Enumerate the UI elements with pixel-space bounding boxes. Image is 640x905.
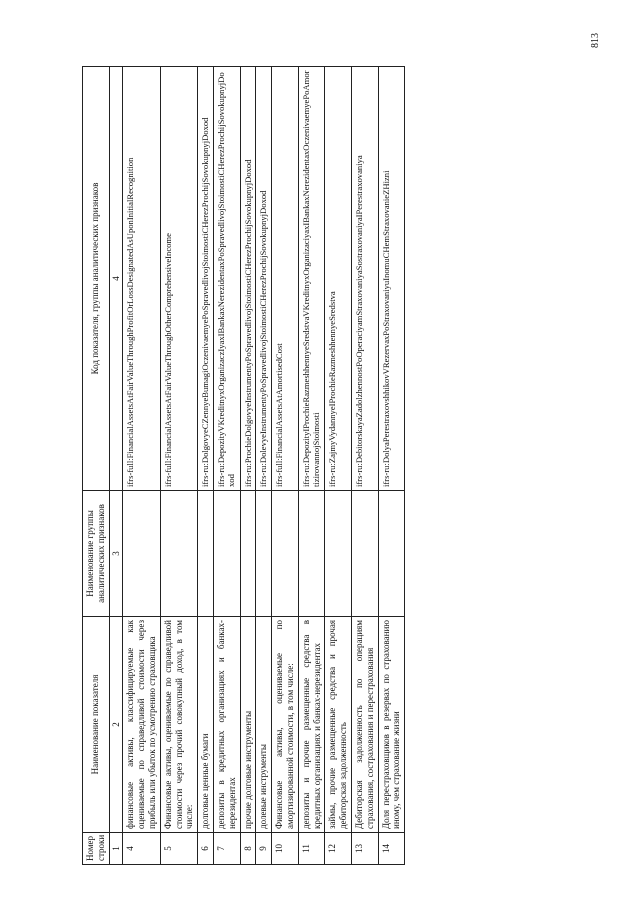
group-name [325, 491, 352, 617]
column-index: 2 [109, 617, 123, 833]
table-row [272, 67, 299, 865]
row-number: 8 [240, 833, 256, 865]
indicator-code: ifrs-ru:ProchieDolgovyeInstrumentyPoSpravedlivojStoimostiCHerezProchijSovokupnyjDoxod [240, 67, 256, 491]
indicator-code: ifrs-ru:DolevyeInstrumentyPoSpravedlivojStoimostiCHerezProchijSovokupnyjDoxod [256, 67, 272, 491]
table-row [256, 67, 272, 865]
row-number: 10 [272, 833, 299, 865]
row-number: 4 [123, 833, 160, 865]
group-name [213, 491, 240, 617]
row-number: 12 [325, 833, 352, 865]
group-name [378, 491, 405, 617]
indicator-name: финансовые активы, классифицируемые как оцениваемые по справедливой стоимости через прибыль или убыток по усмотрению страховщика [123, 617, 160, 833]
table-row [378, 67, 405, 865]
column-index: 3 [109, 491, 123, 617]
indicator-name: депозиты в кредитных организациях и банках-нерезидентах [213, 617, 240, 833]
group-name [256, 491, 272, 617]
indicator-name: Доля перестраховщиков в резервах по страхованию иному, чем страхование жизни [378, 617, 405, 833]
table-row [325, 67, 352, 865]
indicator-code: ifrs-full:FinancialAssetsAtFairValueThroughProfitOrLossDesignatedAsUponInitialRecognition [123, 67, 160, 491]
indicator-code: ifrs-full:FinancialAssetsAtAmortisedCost [272, 67, 299, 491]
column-index: 1 [109, 833, 123, 865]
indicator-name: долговые ценные бумаги [198, 617, 214, 833]
table-row [198, 67, 214, 865]
table-header-row [83, 67, 110, 865]
table-row [123, 67, 160, 865]
group-name [351, 491, 378, 617]
header-indicator-name: Наименование показателя [83, 617, 110, 833]
indicator-name: депозиты и прочие размещенные средства в кредитных организациях и банках-нерезидентах [298, 617, 325, 833]
row-number: 5 [160, 833, 197, 865]
indicator-code: ifrs-ru:ZajmyVydannyeIProchieRazmeshhennyeSredstva [325, 67, 352, 491]
indicator-name: прочие долговые инструменты [240, 617, 256, 833]
indicator-name: займы, прочие размещенные средства и прочая дебиторская задолженность [325, 617, 352, 833]
row-number: 7 [213, 833, 240, 865]
indicator-code: ifrs-ru:DolyaPerestraxovshhikovVRezervaxPoStraxovaniyuInomuCHemStraxovanieZHizni [378, 67, 405, 491]
group-name [298, 491, 325, 617]
indicator-code: ifrs-ru:DebitorskayaZadolzhennostPoOperaciyamStraxovaniyaSostraxovaniyaIPerestraxovaniya [351, 67, 378, 491]
table-row [160, 67, 197, 865]
group-name [160, 491, 197, 617]
indicator-code: ifrs-ru:DepozityIProchieRazmeshhennyeSredstvaVKreditnyxOrganizaciyaxIBankaxNerezidentaxOczenivaemyePoAmortizirovannojStoimosti [298, 67, 325, 491]
row-number: 11 [298, 833, 325, 865]
row-number: 6 [198, 833, 214, 865]
indicator-name: Дебиторская задолженность по операциям страхования, сострахования и перестрахования [351, 617, 378, 833]
table-row [213, 67, 240, 865]
page-number: 813 [590, 33, 601, 48]
row-number: 13 [351, 833, 378, 865]
indicator-name: Финансовые активы, оцениваемые по справедливой стоимости через прочий совокупный доход, в том числе: [160, 617, 197, 833]
indicator-code: ifrs-ru:DolgovyeCZennyeBumagiOczenivaemyePoSpravedlivojStoimostiCHerezProchijSovokupnyjDoxod [198, 67, 214, 491]
group-name [240, 491, 256, 617]
group-name [198, 491, 214, 617]
indicator-name: долевые инструменты [256, 617, 272, 833]
table-row [240, 67, 256, 865]
header-group-name: Наименование группы аналитических признаков [83, 491, 110, 617]
header-indicator-code: Код показателя, группы аналитических признаков [83, 67, 110, 491]
group-name [272, 491, 299, 617]
row-number: 9 [256, 833, 272, 865]
table-row [298, 67, 325, 865]
rotated-table-wrapper [82, 67, 570, 865]
indicator-code: ifrs-full:FinancialAssetsAtFairValueThroughOtherComprehensiveIncome [160, 67, 197, 491]
column-index: 4 [109, 67, 123, 491]
column-index-row [109, 67, 123, 865]
indicator-name: Финансовые активы, оцениваемые по амортизированной стоимости, в том числе: [272, 617, 299, 833]
table-row [351, 67, 378, 865]
indicators-table [82, 66, 405, 865]
group-name [123, 491, 160, 617]
row-number: 14 [378, 833, 405, 865]
indicator-code: ifrs-ru:DepozityVKreditnyxOrganizaczIyaxIBankaxNerezidentaxPoSpravedlivojStoimostiCHerezProchijSovokupnyjDoxod [213, 67, 240, 491]
header-row-number: Номер строки [83, 833, 110, 865]
